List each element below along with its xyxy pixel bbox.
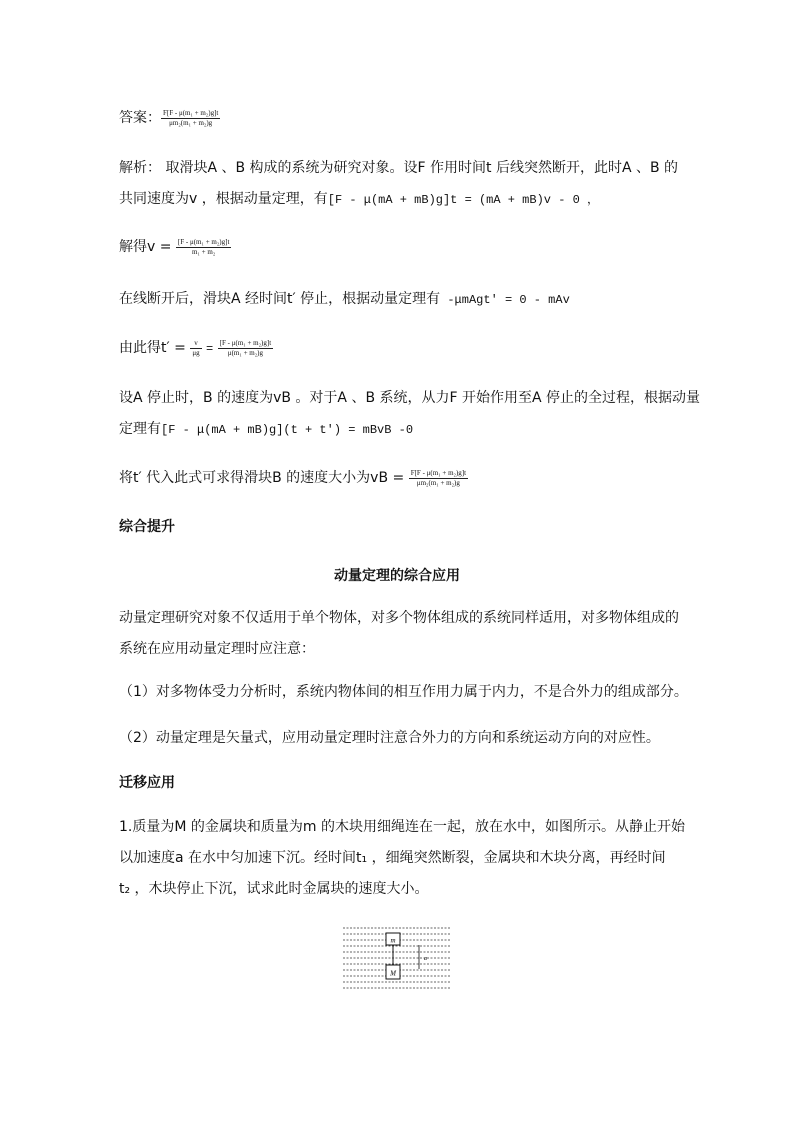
answer-label: 答案： <box>119 110 161 126</box>
problem-line-1: 1.质量为M 的金属块和质量为m 的木块用细绳连在一起，放在水中，如图所示。从静止开始 <box>119 819 685 835</box>
analysis-line-4-formula: -μmAgt′ = 0 - mAv <box>440 293 570 307</box>
analysis-line-4 <box>119 289 570 310</box>
fraction-denominator: μg <box>192 348 200 357</box>
fraction-denominator: m₁ + m₂ <box>192 247 216 256</box>
analysis-line-4-text: 在线断开后，滑块A 经时间t′ 停止，根据动量定理有 <box>119 291 441 307</box>
analysis-line-8-label: 将t′ 代入此式可求得滑块B 的速度大小为vB = <box>119 470 405 486</box>
body-paragraph-4: （2）动量定理是矢量式，应用动量定理时注意合外力的方向和系统运动方向的对应性。 <box>119 730 660 746</box>
analysis-line-7-text: 定理有 <box>119 421 161 437</box>
analysis-line-5-label: 由此得t′ = <box>119 340 186 356</box>
body-paragraph-3: （1）对多物体受力分析时，系统内物体间的相互作用力属于内力，不是合外力的组成部分。 <box>119 684 688 700</box>
label-a: a <box>424 956 427 962</box>
analysis-line-3-fraction <box>176 238 231 257</box>
analysis-line-5 <box>119 338 273 359</box>
label-m: m <box>390 936 396 945</box>
analysis-line-3 <box>119 237 231 257</box>
fraction-denominator: μ(m₁ + m₂)g <box>227 348 263 357</box>
analysis-line-2 <box>119 189 599 210</box>
analysis-line-7 <box>119 419 413 440</box>
equals-sign: = <box>206 342 214 356</box>
fraction-numerator: v <box>190 339 201 349</box>
section-heading-application: 迁移应用 <box>119 775 175 791</box>
answer-fraction <box>161 109 220 128</box>
body-paragraph-1: 动量定理研究对象不仅适用于单个物体，对多个物体组成的系统同样适用，对多物体组成的 <box>119 610 679 626</box>
analysis-line-8 <box>119 468 468 488</box>
problem-line-2: 以加速度a 在水中匀加速下沉。经时间t₁ ，细绳突然断裂，金属块和木块分离，再经时间 <box>119 850 666 866</box>
fraction-denominator: μm₂(m₁ + m₂)g <box>416 478 460 487</box>
label-M: M <box>390 969 396 978</box>
answer-line <box>119 108 220 128</box>
answer-numerator: F[F - μ(m₁ + m₂)g]t <box>163 108 219 117</box>
analysis-line-2-text: 共同速度为v ，根据动量定理，有 <box>119 191 328 207</box>
fraction-numerator: F[F - μ(m₁ + m₂)g]t <box>410 468 467 477</box>
analysis-line-5-fraction-2 <box>218 339 273 358</box>
analysis-line-6: 设A 停止时，B 的速度为vB 。对于A 、B 系统，从力F 开始作用至A 停止的全过程，根据动量 <box>119 390 701 406</box>
fraction-numerator: [F - μ(m₁ + m₂)g]t <box>219 338 272 347</box>
problem-line-3: t₂ ，木块停止下沉，试求此时金属块的速度大小。 <box>119 881 429 897</box>
section-subheading: 动量定理的综合应用 <box>334 568 460 584</box>
analysis-line-1: 解析： 取滑块A 、B 构成的系统为研究对象。设F 作用时间t 后线突然断开，此时A 、B 的 <box>119 160 679 176</box>
water-blocks-figure <box>343 925 451 991</box>
fraction-numerator: [F - μ(m₁ + m₂)g]t <box>177 237 230 246</box>
body-paragraph-2: 系统在应用动量定理时应注意： <box>119 641 315 657</box>
answer-denominator: μm₂(m₁ + m₂)g <box>169 118 213 127</box>
analysis-line-3-label: 解得v = <box>119 239 172 255</box>
analysis-line-2-formula: [F - μ(mA + mB)g]t = (mA + mB)v - 0 ， <box>327 193 599 207</box>
section-heading-comprehensive: 综合提升 <box>119 519 175 535</box>
analysis-line-5-fraction-1 <box>190 339 201 358</box>
analysis-line-8-fraction <box>409 469 468 488</box>
analysis-line-7-formula: [F - μ(mA + mB)g](t + t′) = mBvB -0 <box>161 423 414 437</box>
